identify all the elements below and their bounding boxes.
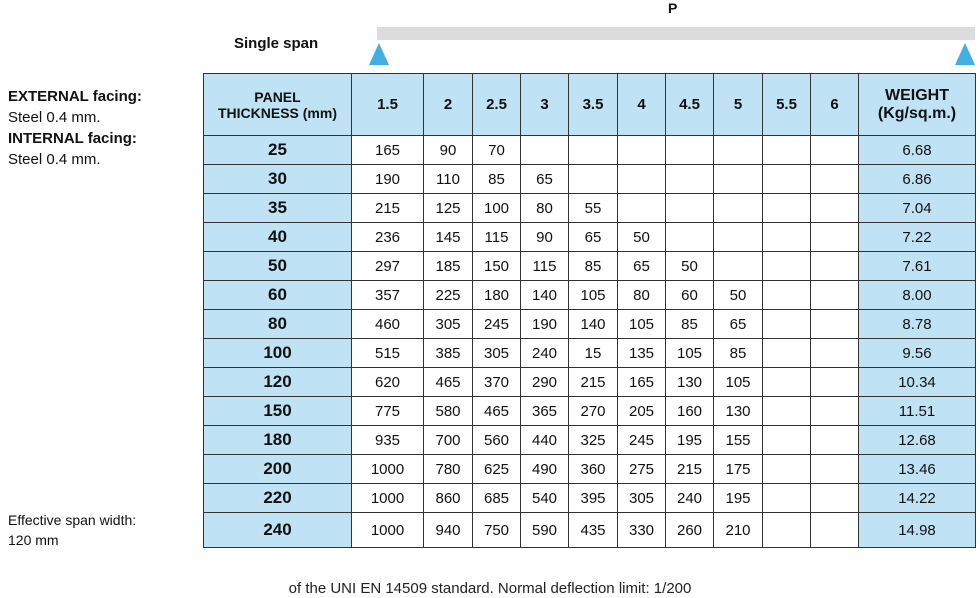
load-cell: 370 <box>473 368 521 397</box>
load-cell <box>714 136 763 165</box>
load-cell <box>763 455 811 484</box>
load-cell: 297 <box>352 252 424 281</box>
load-cell <box>811 339 859 368</box>
load-cell: 145 <box>424 223 473 252</box>
load-cell: 270 <box>569 397 618 426</box>
load-cell: 1000 <box>352 455 424 484</box>
span-header: 4.5 <box>666 74 714 136</box>
load-cell: 195 <box>666 426 714 455</box>
load-cell: 155 <box>714 426 763 455</box>
table-row <box>204 223 976 252</box>
load-cell: 105 <box>569 281 618 310</box>
load-cell: 65 <box>714 310 763 339</box>
load-cell: 240 <box>521 339 569 368</box>
load-cell: 215 <box>352 194 424 223</box>
load-cell: 1000 <box>352 513 424 548</box>
load-cell: 775 <box>352 397 424 426</box>
load-cell: 105 <box>714 368 763 397</box>
load-cell <box>569 136 618 165</box>
span-width-value: 120 mm <box>8 532 59 548</box>
load-cell: 90 <box>521 223 569 252</box>
span-header: 2 <box>424 74 473 136</box>
load-cell: 105 <box>666 339 714 368</box>
load-cell <box>811 165 859 194</box>
load-cell: 65 <box>569 223 618 252</box>
external-facing-label: EXTERNAL facing: <box>8 88 142 105</box>
load-cell <box>763 397 811 426</box>
load-cell: 860 <box>424 484 473 513</box>
load-cell: 105 <box>618 310 666 339</box>
thickness-cell: 120 <box>204 368 352 397</box>
thickness-header-line: THICKNESS (mm) <box>217 104 337 121</box>
span-header: 4 <box>618 74 666 136</box>
load-cell <box>666 165 714 194</box>
load-cell: 590 <box>521 513 569 548</box>
load-cell <box>763 426 811 455</box>
right-support-icon <box>955 43 975 65</box>
load-cell: 540 <box>521 484 569 513</box>
load-cell <box>811 310 859 339</box>
load-cell: 55 <box>569 194 618 223</box>
weight-cell: 7.22 <box>859 223 976 252</box>
load-cell: 515 <box>352 339 424 368</box>
load-cell: 175 <box>714 455 763 484</box>
load-cell: 50 <box>618 223 666 252</box>
load-cell: 205 <box>618 397 666 426</box>
span-header: 3.5 <box>569 74 618 136</box>
table-row <box>204 281 976 310</box>
thickness-cell: 180 <box>204 426 352 455</box>
load-cell: 440 <box>521 426 569 455</box>
load-cell: 140 <box>521 281 569 310</box>
load-cell <box>763 339 811 368</box>
load-cell: 50 <box>666 252 714 281</box>
load-cell: 360 <box>569 455 618 484</box>
load-cell: 700 <box>424 426 473 455</box>
thickness-cell: 240 <box>204 513 352 548</box>
load-cell <box>618 136 666 165</box>
load-cell: 90 <box>424 136 473 165</box>
load-cell: 935 <box>352 426 424 455</box>
load-cell: 65 <box>618 252 666 281</box>
load-cell <box>666 194 714 223</box>
table-row <box>204 310 976 339</box>
weight-header-line: WEIGHT <box>885 86 949 104</box>
load-cell: 150 <box>473 252 521 281</box>
weight-cell: 6.68 <box>859 136 976 165</box>
load-cell <box>763 513 811 548</box>
load-cell: 50 <box>714 281 763 310</box>
load-cell: 490 <box>521 455 569 484</box>
load-cell: 620 <box>352 368 424 397</box>
load-cell <box>811 397 859 426</box>
span-header: 2.5 <box>473 74 521 136</box>
weight-cell: 13.46 <box>859 455 976 484</box>
load-cell <box>763 165 811 194</box>
load-cell: 70 <box>473 136 521 165</box>
load-cell: 165 <box>352 136 424 165</box>
span-header: 5.5 <box>763 74 811 136</box>
thickness-cell: 60 <box>204 281 352 310</box>
load-cell: 85 <box>473 165 521 194</box>
load-cell <box>811 194 859 223</box>
load-cell: 165 <box>618 368 666 397</box>
load-cell <box>811 513 859 548</box>
load-cell <box>763 368 811 397</box>
load-cell: 110 <box>424 165 473 194</box>
thickness-cell: 220 <box>204 484 352 513</box>
load-cell: 85 <box>714 339 763 368</box>
weight-cell: 9.56 <box>859 339 976 368</box>
load-cell: 140 <box>569 310 618 339</box>
load-cell: 560 <box>473 426 521 455</box>
load-cell <box>521 136 569 165</box>
load-cell: 750 <box>473 513 521 548</box>
load-cell <box>763 223 811 252</box>
weight-header <box>859 74 976 136</box>
load-cell <box>714 194 763 223</box>
load-cell: 15 <box>569 339 618 368</box>
footer-note: of the UNI EN 14509 standard. Normal deflection limit: 1/200 <box>288 580 692 597</box>
table-row <box>204 194 976 223</box>
span-type-label: Single span <box>234 35 319 52</box>
load-cell: 465 <box>473 397 521 426</box>
span-header: 6 <box>811 74 859 136</box>
load-table <box>203 73 976 548</box>
thickness-cell: 150 <box>204 397 352 426</box>
load-cell <box>763 310 811 339</box>
load-cell: 215 <box>666 455 714 484</box>
load-cell: 185 <box>424 252 473 281</box>
load-cell <box>763 484 811 513</box>
load-cell: 115 <box>521 252 569 281</box>
load-cell <box>811 252 859 281</box>
table-row <box>204 397 976 426</box>
load-cell: 305 <box>424 310 473 339</box>
load-cell: 85 <box>666 310 714 339</box>
beam <box>377 27 975 40</box>
load-cell <box>763 194 811 223</box>
load-cell <box>714 223 763 252</box>
load-cell <box>763 281 811 310</box>
load-cell: 580 <box>424 397 473 426</box>
load-cell: 460 <box>352 310 424 339</box>
load-cell <box>618 194 666 223</box>
load-cell <box>763 252 811 281</box>
thickness-cell: 50 <box>204 252 352 281</box>
load-cell <box>811 281 859 310</box>
thickness-cell: 80 <box>204 310 352 339</box>
load-label: P <box>668 0 678 16</box>
load-cell <box>811 426 859 455</box>
load-cell: 190 <box>521 310 569 339</box>
weight-cell: 7.04 <box>859 194 976 223</box>
load-cell <box>811 455 859 484</box>
load-cell: 240 <box>666 484 714 513</box>
table-row <box>204 513 976 548</box>
table-row <box>204 484 976 513</box>
span-header: 1.5 <box>352 74 424 136</box>
weight-cell: 11.51 <box>859 397 976 426</box>
thickness-cell: 100 <box>204 339 352 368</box>
load-cell: 100 <box>473 194 521 223</box>
table-row <box>204 426 976 455</box>
table-row <box>204 339 976 368</box>
load-cell: 210 <box>714 513 763 548</box>
weight-cell: 8.78 <box>859 310 976 339</box>
load-cell <box>763 136 811 165</box>
load-cell: 245 <box>618 426 666 455</box>
load-cell: 160 <box>666 397 714 426</box>
load-cell: 180 <box>473 281 521 310</box>
weight-header-line: (Kg/sq.m.) <box>877 104 957 122</box>
internal-facing-label: INTERNAL facing: <box>8 130 137 147</box>
table-row <box>204 368 976 397</box>
load-cell: 625 <box>473 455 521 484</box>
load-cell: 435 <box>569 513 618 548</box>
weight-cell: 12.68 <box>859 426 976 455</box>
span-header: 5 <box>714 74 763 136</box>
thickness-cell: 200 <box>204 455 352 484</box>
load-cell <box>714 165 763 194</box>
thickness-cell: 25 <box>204 136 352 165</box>
span-width-label: Effective span width: <box>8 512 137 528</box>
table-row <box>204 455 976 484</box>
load-cell: 190 <box>352 165 424 194</box>
load-cell: 290 <box>521 368 569 397</box>
external-facing-value: Steel 0.4 mm. <box>8 109 101 126</box>
weight-cell: 14.22 <box>859 484 976 513</box>
load-cell: 130 <box>714 397 763 426</box>
table-row <box>204 136 976 165</box>
load-cell <box>666 136 714 165</box>
load-cell: 465 <box>424 368 473 397</box>
weight-cell: 10.34 <box>859 368 976 397</box>
load-cell: 236 <box>352 223 424 252</box>
load-cell <box>569 165 618 194</box>
load-cell: 325 <box>569 426 618 455</box>
load-cell: 780 <box>424 455 473 484</box>
load-cell: 80 <box>618 281 666 310</box>
table-row <box>204 252 976 281</box>
load-cell: 275 <box>618 455 666 484</box>
load-cell: 260 <box>666 513 714 548</box>
load-cell <box>811 136 859 165</box>
thickness-cell: 35 <box>204 194 352 223</box>
load-cell: 80 <box>521 194 569 223</box>
load-cell: 685 <box>473 484 521 513</box>
thickness-cell: 30 <box>204 165 352 194</box>
load-cell: 940 <box>424 513 473 548</box>
load-cell: 1000 <box>352 484 424 513</box>
load-cell <box>811 484 859 513</box>
load-cell: 330 <box>618 513 666 548</box>
load-cell: 115 <box>473 223 521 252</box>
thickness-cell: 40 <box>204 223 352 252</box>
weight-cell: 8.00 <box>859 281 976 310</box>
load-cell: 130 <box>666 368 714 397</box>
thickness-header-line: PANEL <box>254 88 301 105</box>
load-cell <box>666 223 714 252</box>
left-support-icon <box>369 43 389 65</box>
load-cell: 225 <box>424 281 473 310</box>
load-cell: 125 <box>424 194 473 223</box>
weight-cell: 6.86 <box>859 165 976 194</box>
load-cell <box>618 165 666 194</box>
load-cell: 305 <box>618 484 666 513</box>
load-cell <box>811 223 859 252</box>
header-row <box>204 74 976 136</box>
load-cell: 195 <box>714 484 763 513</box>
weight-cell: 7.61 <box>859 252 976 281</box>
load-cell: 305 <box>473 339 521 368</box>
load-cell: 245 <box>473 310 521 339</box>
table-row <box>204 165 976 194</box>
load-cell: 85 <box>569 252 618 281</box>
load-cell <box>811 368 859 397</box>
load-cell: 395 <box>569 484 618 513</box>
load-cell: 60 <box>666 281 714 310</box>
load-cell: 385 <box>424 339 473 368</box>
thickness-header <box>204 74 352 136</box>
load-cell: 357 <box>352 281 424 310</box>
internal-facing-value: Steel 0.4 mm. <box>8 151 101 168</box>
weight-cell: 14.98 <box>859 513 976 548</box>
load-cell: 365 <box>521 397 569 426</box>
load-cell: 135 <box>618 339 666 368</box>
span-header: 3 <box>521 74 569 136</box>
load-cell <box>714 252 763 281</box>
load-cell: 215 <box>569 368 618 397</box>
load-cell: 65 <box>521 165 569 194</box>
